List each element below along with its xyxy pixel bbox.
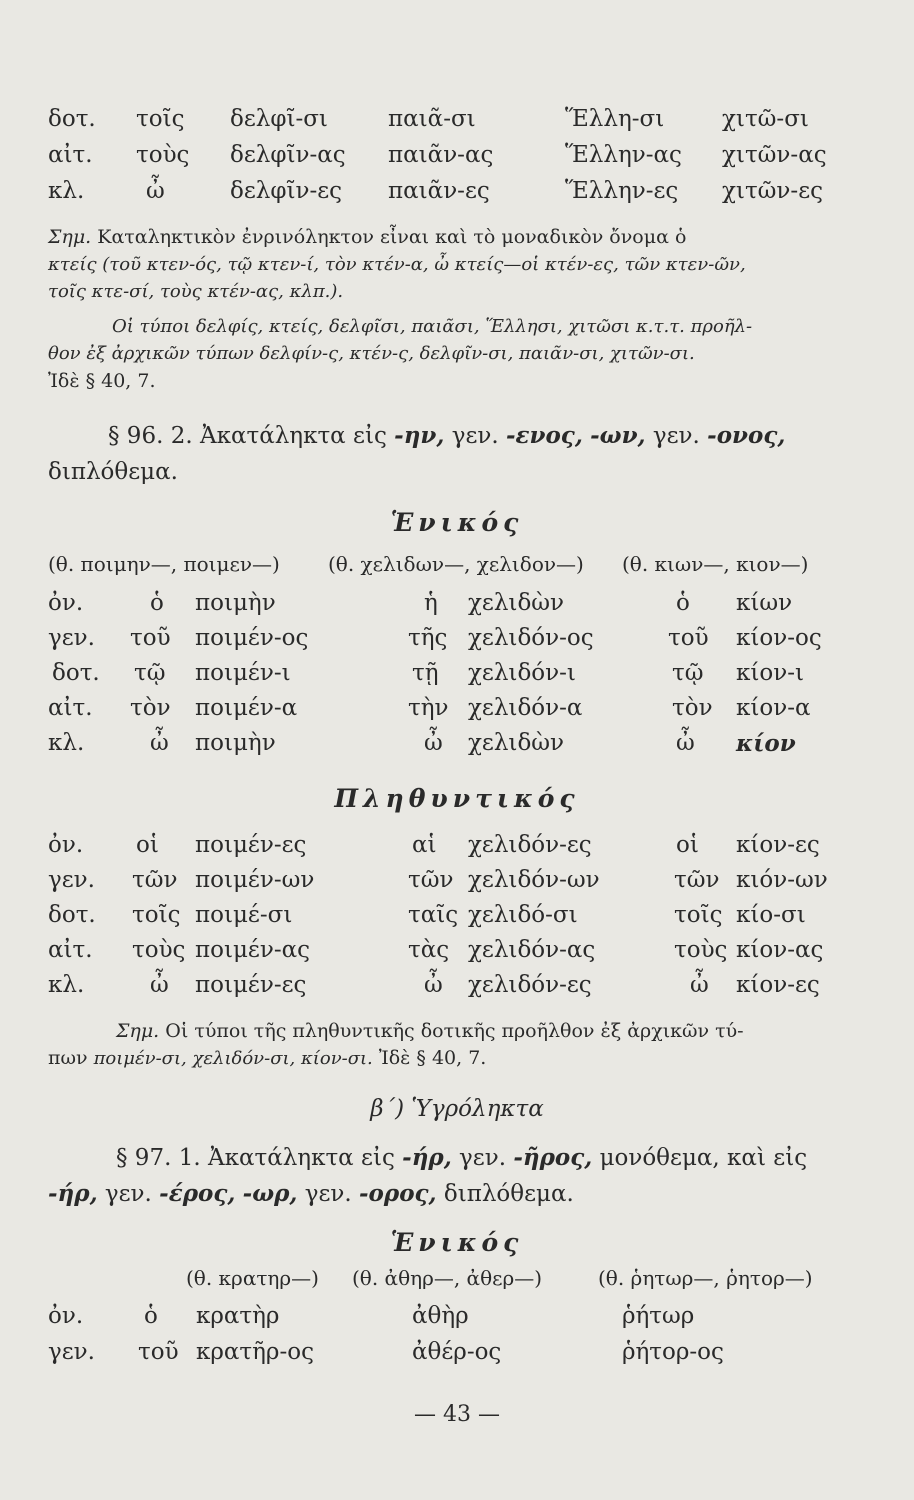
note-line <box>116 1018 914 1045</box>
article: τῷ <box>672 660 704 686</box>
note-text: Ἰδὲ § 40, 7. <box>378 1047 487 1069</box>
theme-label: (θ. ἀθηρ—, ἀθερ—) <box>352 1266 543 1290</box>
case-label: δοτ. <box>48 106 96 132</box>
section-text: γεν. <box>451 423 499 449</box>
case-label: ὀν. <box>48 1303 84 1329</box>
article: τὴν <box>408 695 449 721</box>
ending: -ωρ, <box>242 1180 298 1207</box>
article: ὦ <box>690 972 709 998</box>
case-label: κλ. <box>48 730 85 756</box>
word-form: κίον-ες <box>736 972 820 998</box>
article: ὁ <box>676 590 690 616</box>
note-line: Οἱ τύποι δελφίς, κτείς, δελφῖσι, παιᾶσι, Ἕλλησι, χιτῶσι κ.τ.τ. προῆλ- <box>112 316 753 337</box>
word-form: κίον-ες <box>736 832 820 858</box>
word-form: ποιμέν-ος <box>195 625 309 651</box>
case-label: γεν. <box>48 625 95 651</box>
section-97-line2 <box>48 1176 848 1212</box>
table-row <box>0 867 914 903</box>
word-form: ποιμὴν <box>195 590 276 616</box>
article: τοῖς <box>674 902 723 928</box>
word-form: ποιμέν-ες <box>195 832 307 858</box>
heading-singular: Ἑνικός <box>390 508 524 537</box>
word-form: κίον-ος <box>736 625 822 651</box>
word-form: κιόν-ων <box>736 867 828 893</box>
article: τοὺς <box>132 937 186 963</box>
article: τῶν <box>132 867 178 893</box>
word-form: ἀθέρ-ος <box>412 1339 502 1365</box>
section-text: § 97. 1. Ἀκατάληκτα εἰς <box>116 1145 395 1171</box>
note-line: κτείς (τοῦ κτεν-ός, τῷ κτεν-ί, τὸν κτέν-α, ὦ κτείς—οἱ κτέν-ες, τῶν κτεν-ῶν, <box>48 254 746 275</box>
word-form: χιτῶν-ας <box>722 142 827 168</box>
word-form: χελιδόν-ι <box>468 660 576 686</box>
word-form: κίων <box>736 590 793 616</box>
word-form: κίον-α <box>736 695 811 721</box>
article: τὸν <box>130 695 171 721</box>
article: τὰς <box>408 937 450 963</box>
case-label: ὀν. <box>48 832 84 858</box>
case-label: δοτ. <box>52 660 100 686</box>
section-text: § 96. 2. Ἀκατάληκτα εἰς <box>108 423 387 449</box>
subsection-heading: β΄) Ὑγρόληκτα <box>370 1096 544 1122</box>
note-line: Ἰδὲ § 40, 7. <box>48 370 156 392</box>
word-form: Ἕλλην-ας <box>565 142 682 168</box>
table-row <box>0 660 914 696</box>
word-form: χελιδόν-ες <box>468 832 592 858</box>
page-number: — 43 — <box>414 1402 500 1427</box>
note-text: ποιμέν-σι, χελιδόν-σι, κίον-σι. <box>93 1048 373 1069</box>
section-text: διπλόθεμα. <box>443 1181 574 1207</box>
table-row <box>0 832 914 868</box>
ending: -έρος, <box>159 1180 236 1207</box>
word-form: ποιμὴν <box>195 730 276 756</box>
section-text: γεν. <box>104 1181 152 1207</box>
case-label: ὀν. <box>48 590 84 616</box>
article: τῆς <box>408 625 448 651</box>
table-row <box>0 590 914 626</box>
word-form: χελιδὼν <box>468 590 565 616</box>
ending: -ην, <box>394 422 445 449</box>
theme-label: (θ. ῥητωρ—, ῥητορ—) <box>598 1266 813 1290</box>
article: ἡ <box>424 590 438 616</box>
section-text: γεν. <box>459 1145 507 1171</box>
case-label: γεν. <box>48 867 95 893</box>
theme-label: (θ. κιων—, κιον—) <box>622 552 809 576</box>
article: τῇ <box>412 660 439 686</box>
article: ταῖς <box>408 902 459 928</box>
article: τῶν <box>674 867 720 893</box>
article: αἱ <box>412 832 437 858</box>
heading-singular: Ἑνικός <box>390 1228 524 1257</box>
table-row <box>0 695 914 731</box>
word-form: χελιδόν-ας <box>468 937 596 963</box>
word-form: παιᾶ-σι <box>388 106 476 132</box>
note-label: Σημ. <box>116 1020 160 1042</box>
ending: -ων, <box>590 422 646 449</box>
theme-label: (θ. ποιμην—, ποιμεν—) <box>48 552 280 576</box>
theme-row <box>0 552 914 588</box>
article: τοῖς <box>132 902 181 928</box>
word-form: ἀθὴρ <box>412 1303 469 1329</box>
word-form: Ἕλλην-ες <box>565 178 679 204</box>
article: τοὺς <box>674 937 728 963</box>
article: τοῦ <box>130 625 171 651</box>
section-text: γεν. <box>304 1181 352 1207</box>
article: ὦ <box>146 178 165 204</box>
word-form: κίον <box>736 730 796 757</box>
case-label: αἰτ. <box>48 142 93 168</box>
word-form: Ἕλλη-σι <box>565 106 665 132</box>
section-97-line1 <box>116 1140 914 1176</box>
word-form: ῥήτωρ <box>622 1303 695 1329</box>
word-form: ποιμέν-α <box>195 695 298 721</box>
ending: -ῆρος, <box>513 1144 593 1171</box>
case-label: αἰτ. <box>48 695 93 721</box>
word-form: παιᾶν-ες <box>388 178 490 204</box>
word-form: δελφῖν-ες <box>230 178 343 204</box>
article: ὦ <box>424 730 443 756</box>
word-form: παιᾶν-ας <box>388 142 494 168</box>
article: ὦ <box>150 730 169 756</box>
word-form: χελιδόν-ος <box>468 625 594 651</box>
ending: -ήρ, <box>402 1144 452 1171</box>
table-row <box>0 625 914 661</box>
ending: -ενος, <box>505 422 583 449</box>
case-label: κλ. <box>48 972 85 998</box>
word-form: χελιδὼν <box>468 730 565 756</box>
word-form: κίον-ας <box>736 937 824 963</box>
note-text: Οἱ τύποι τῆς πληθυντικῆς δοτικῆς προῆλθον ἐξ ἀρχικῶν τύ- <box>165 1020 744 1042</box>
article: ὦ <box>676 730 695 756</box>
ending: -ήρ, <box>48 1180 98 1207</box>
article: τῶν <box>408 867 454 893</box>
article: τοῖς <box>136 106 185 132</box>
note-line <box>48 1045 848 1072</box>
note-text: Καταληκτικὸν ἐνρινόληκτον εἶναι καὶ τὸ μοναδικὸν ὄνομα ὁ <box>97 226 687 248</box>
article: ὁ <box>150 590 164 616</box>
word-form: κρατὴρ <box>196 1303 280 1329</box>
word-form: κίον-ι <box>736 660 805 686</box>
ending: -ονος, <box>707 422 786 449</box>
section-text: γεν. <box>652 423 700 449</box>
section-text: μονόθεμα, καὶ εἰς <box>599 1145 808 1171</box>
word-form: ῥήτορ-ος <box>622 1339 724 1365</box>
article: τῷ <box>134 660 166 686</box>
theme-row <box>0 1266 914 1302</box>
word-form: κρατῆρ-ος <box>196 1339 314 1365</box>
word-form: ποιμέν-ας <box>195 937 311 963</box>
note-line: τοῖς κτε-σί, τοὺς κτέν-ας, κλπ.). <box>48 281 344 302</box>
word-form: δελφῖ-σι <box>230 106 328 132</box>
case-label: δοτ. <box>48 902 96 928</box>
word-form: χελιδό-σι <box>468 902 578 928</box>
word-form: χιτῶν-ες <box>722 178 823 204</box>
word-form: κίο-σι <box>736 902 806 928</box>
heading-plural: Πληθυντικός <box>334 784 580 813</box>
word-form: χιτῶ-σι <box>722 106 809 132</box>
table-row <box>0 937 914 973</box>
article: οἱ <box>136 832 159 858</box>
word-form: χελιδόν-ες <box>468 972 592 998</box>
article: τὸν <box>672 695 713 721</box>
table-row <box>0 142 914 178</box>
theme-label: (θ. κρατηρ—) <box>186 1266 319 1290</box>
case-label: κλ. <box>48 178 85 204</box>
article: ὦ <box>424 972 443 998</box>
article: τοῦ <box>138 1339 179 1365</box>
note-label: Σημ. <box>48 226 92 248</box>
article: ὦ <box>150 972 169 998</box>
table-row <box>0 178 914 214</box>
table-row <box>0 1303 914 1339</box>
article: ὁ <box>144 1303 158 1329</box>
case-label: αἰτ. <box>48 937 93 963</box>
theme-label: (θ. χελιδων—, χελιδον—) <box>328 552 584 576</box>
table-row <box>0 902 914 938</box>
article: τοῦ <box>668 625 709 651</box>
ending: -ορος, <box>359 1180 437 1207</box>
word-form: ποιμέν-ες <box>195 972 307 998</box>
table-row <box>0 106 914 142</box>
section-96-line1 <box>108 418 908 454</box>
word-form: ποιμέν-ων <box>195 867 315 893</box>
word-form: ποιμέ-σι <box>195 902 293 928</box>
table-row <box>0 972 914 1008</box>
article: οἱ <box>676 832 699 858</box>
word-form: ποιμέν-ι <box>195 660 291 686</box>
section-96-line2: διπλόθεμα. <box>48 459 178 485</box>
table-row <box>0 1339 914 1375</box>
note-line: θον ἐξ ἀρχικῶν τύπων δελφίν-ς, κτέν-ς, δελφῖν-σι, παιᾶν-σι, χιτῶν-σι. <box>48 343 695 364</box>
article: τοὺς <box>136 142 190 168</box>
word-form: χελιδόν-ων <box>468 867 600 893</box>
table-row <box>0 730 914 766</box>
case-label: γεν. <box>48 1339 95 1365</box>
word-form: χελιδόν-α <box>468 695 583 721</box>
note-line <box>48 224 848 251</box>
word-form: δελφῖν-ας <box>230 142 346 168</box>
note-text: πων <box>48 1047 88 1069</box>
